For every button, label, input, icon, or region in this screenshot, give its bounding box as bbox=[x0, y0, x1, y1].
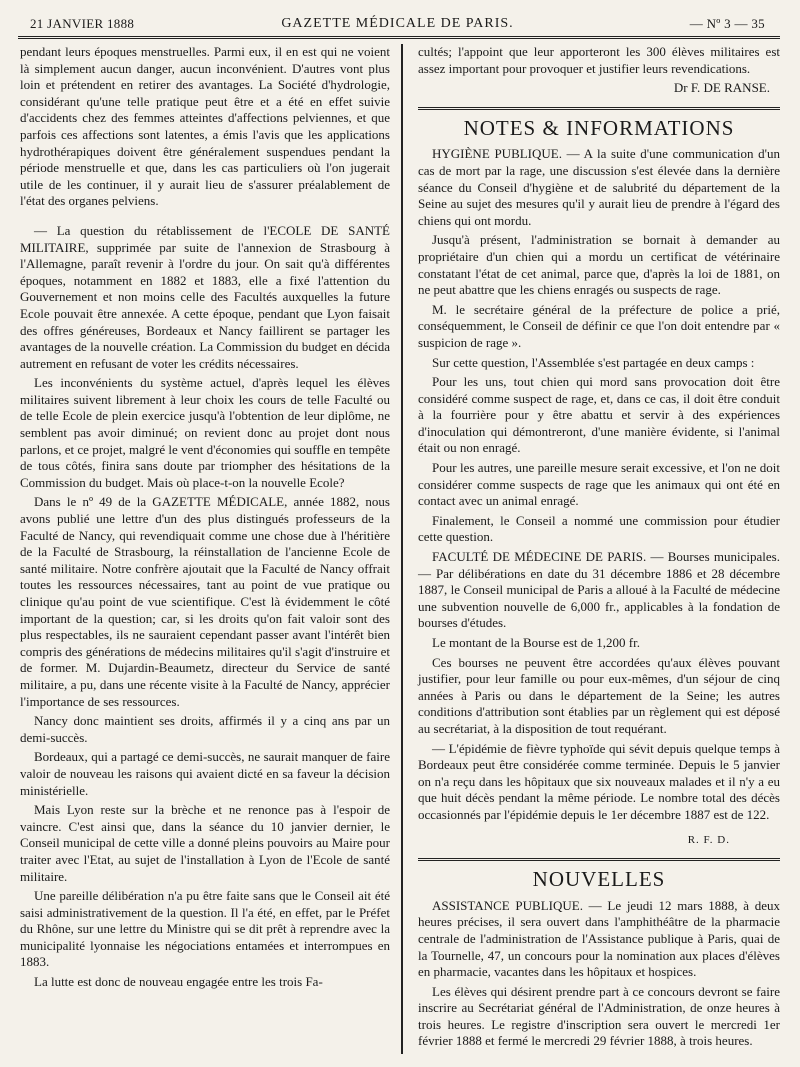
paragraph: ASSISTANCE PUBLIQUE. — Le jeudi 12 mars 1888, à deux heures précises, il sera ouvert dans l'amphithéâtre de la pharmacie centrale de l'administration de l'Assistance publique à Paris, quai de la Tournelle, 47, un concours pour la nomination aux places d'élèves en pharmacie, vacantes dans les hôpitaux et hospices. bbox=[418, 897, 780, 980]
paragraph: Les élèves qui désirent prendre part à ce concours devront se faire inscrire au Secrétariat général de l'Administration, de onze heures à trois heures. Le registre d'inscription sera ouvert le mercredi 1er février 1888 et fermé le mercredi 29 février 1888, à trois heures. bbox=[418, 983, 780, 1049]
column-divider bbox=[401, 44, 403, 1054]
paragraph: — L'épidémie de fièvre typhoïde qui sévit depuis quelque temps à Bordeaux peut être considérée comme terminée. Depuis le 5 janvier on n'a reçu dans les hôpitaux que six nouveaux malades et il n'y a eu que huit décès pendant la même période. Le nombre total des décès occasionnés par l'épidémie depuis le 1er décembre 1887 est de 122. bbox=[418, 740, 780, 822]
issue-page-number: — Nº 3 — 35 bbox=[689, 16, 765, 31]
page-header bbox=[30, 12, 765, 34]
section-rule bbox=[418, 107, 780, 110]
section-signature: R. F. D. bbox=[687, 833, 730, 846]
paragraph: La lutte est donc de nouveau engagée entre les trois Fa- bbox=[34, 974, 323, 990]
paragraph: Bordeaux, qui a partagé ce demi-succès, ne saurait manquer de faire valoir de nouveau les raisons qui avaient dicté en sa faveur la décision ministérielle. bbox=[20, 749, 390, 798]
right-column bbox=[418, 44, 780, 1053]
paragraph: M. le secrétaire général de la préfecture de police a prié, conséquemment, le Conseil de définir ce que l'on doit entendre par « suspicion de rage ». bbox=[418, 301, 780, 350]
section-rule bbox=[418, 858, 780, 861]
journal-title: GAZETTE MÉDICALE DE PARIS. bbox=[281, 16, 514, 31]
issue-date: 21 JANVIER 1888 bbox=[30, 16, 135, 31]
paragraph: Une pareille délibération n'a pu être faite sans que le Conseil ait été saisi administrativement de la question. Il l'a été, en effet, par le Préfet du Rhône, sur une lettre du Ministre qui se dit prêt à reprendre avec la municipalité lyonnaise les négociations entamées et interrompues en 1883. bbox=[20, 888, 390, 970]
paragraph: Dans le nº 49 de la GAZETTE MÉDICALE, année 1882, nous avons publié une lettre d'un des plus distingués professeurs de la Faculté de Nancy, qui revendiquait comme une chose due à l'héritière de la Faculté de Strasbourg, la réinstallation de l'ancienne Ecole de santé militaire. Notre confrère ajoutait que la Faculté de Nancy offrait toutes les ressources nécessaires, tant au point de vue pratique ou clinique qu'au point de vue scientifique. C'est là évidemment le côté important de la question; car, si les droits qu'on fait valoir sont des plus respectables, ils ne sauraient cependant passer avant l'intérêt bien compris des générations de médecins militaires qu'il s'agit d'instruire et de former. M. Dujardin-Beaumetz, directeur du Service de santé militaire, a pu, dans une récente visite à la Faculté de Nancy, apprécier l'importance de ses ressources. bbox=[20, 494, 390, 709]
paragraph: Pour les uns, tout chien qui mord sans provocation doit être considéré comme suspect de rage, et, dans ce cas, il doit être conduit à la fourrière pour y être abattu et servir à des expériences d'inoculation qui démontreront, d'une manière évidente, si l'animal était ou non enragé. bbox=[418, 374, 780, 456]
author-signature: Dr F. DE RANSE. bbox=[673, 80, 770, 96]
paragraph: Jusqu'à présent, l'administration se bornait à demander au propriétaire d'un chien qui a mordu un certificat de vétérinaire constatant l'état de cet animal, parce que, d'après la loi de 1881, on ne peut abattre que les chiens enragés ou suspects de rage. bbox=[418, 232, 780, 298]
left-column bbox=[20, 44, 390, 994]
paragraph: Nancy donc maintient ses droits, affirmés il y a cinq ans par un demi-succès. bbox=[20, 713, 390, 745]
paragraph: FACULTÉ DE MÉDECINE DE PARIS. — Bourses municipales. — Par délibérations en date du 31 décembre 1886 et 28 décembre 1887, le Conseil municipal de Paris a alloué à la Faculté de médecine une subvention nouvelle de 6,000 fr., applicables à la fondation de bourses d'études. bbox=[418, 549, 780, 631]
header-rule bbox=[18, 36, 780, 39]
paragraph: Finalement, le Conseil a nommé une commission pour étudier cette question. bbox=[418, 512, 780, 545]
notes-section-title: NOTES & INFORMATIONS bbox=[463, 115, 735, 140]
paragraph: Les inconvénients du système actuel, d'après lequel les élèves militaires suivent librement à leur choix les cours de telle Faculté ou de telle Ecole de plein exercice jusqu'à l'obtention de leur diplôme, ne semblent pas avoir diminué; on revient donc au projet dont nous parlons, et ce projet, malgré le vent d'économies qui souffle en tempête de tous côtés, finira sans doute par triompher des hésitations de la Commission du budget. Mais où place-t-on la nouvelle Ecole? bbox=[20, 375, 390, 490]
nouvelles-section-title: NOUVELLES bbox=[532, 867, 666, 892]
paragraph: Pour les autres, une pareille mesure serait excessive, et l'on ne doit considérer comme suspects de rage que les animaux qui ont été en contact avec un animal enragé. bbox=[418, 460, 780, 509]
paragraph: Mais Lyon reste sur la brèche et ne renonce pas à l'espoir de vaincre. C'est ainsi que, dans la séance du 10 janvier dernier, le Conseil municipal de cette ville a donné pleins pouvoirs au Maire pour traiter avec l'Etat, au sujet de l'installation à Lyon de l'Ecole de santé militaire. bbox=[20, 802, 390, 884]
paragraph: HYGIÈNE PUBLIQUE. — A la suite d'une communication d'un cas de mort par la rage, une discussion s'est élevée dans la dernière séance du Conseil d'hygiène et de salubrité du département de la Seine au sujet des mesures qu'il y aurait lieu de prendre à l'égard des chiens qui ont mordu. bbox=[418, 146, 780, 228]
paragraph: pendant leurs époques menstruelles. Parmi eux, il en est qui ne voient là simplement aucun danger, aucun inconvénient. D'autres vont plus loin et prétendent en retirer des avantages. La Société d'hydrologie, considérant qu'une telle pratique peut être et a été en effet suivie d'accidents chez des femmes atteintes d'affections pelviennes, et que parfois ces affections sont latentes, a émis l'avis que les applications hydrothérapiques doivent être généralement suspendues pendant la période menstruelle et que, dans les cas particuliers où l'on jugerait utile de les continuer, il y aurait lieu de s'assurer préalablement de l'état des organes pelviens. bbox=[20, 44, 390, 209]
paragraph: Sur cette question, l'Assemblée s'est partagée en deux camps : bbox=[432, 354, 755, 370]
paragraph: — La question du rétablissement de l'ECOLE DE SANTÉ MILITAIRE, supprimée par suite de l'annexion de Strasbourg à l'Allemagne, paraît revenir à l'ordre du jour. On sait qu'à différentes époques, notamment en 1882 et 1883, elle a fixé l'attention du Gouvernement et non moins celle des Facultés auxquelles la future Ecole pouvait être annexée. A cette époque, pendant que Lyon faisait des offres généreuses, Bordeaux et Nancy faillirent se partager les avantages de la nouvelle création. La Commission du budget en décida autrement en refusant de voter les crédits nécessaires. bbox=[20, 222, 390, 371]
paragraph: Le montant de la Bourse est de 1,200 fr. bbox=[432, 635, 640, 650]
paragraph: cultés; l'appoint que leur apporteront les 300 élèves militaires est assez important pour provoquer et justifier leurs revendications. bbox=[418, 44, 780, 76]
paragraph: Ces bourses ne peuvent être accordées qu'aux élèves pouvant justifier, pour leur famille ou pour eux-mêmes, d'un séjour de cinq années à Paris ou dans le département de la Seine; les autres conditions d'attribution sont établies par un règlement qui est déposé au secrétariat, à la disposition de tout requérant. bbox=[418, 654, 780, 736]
